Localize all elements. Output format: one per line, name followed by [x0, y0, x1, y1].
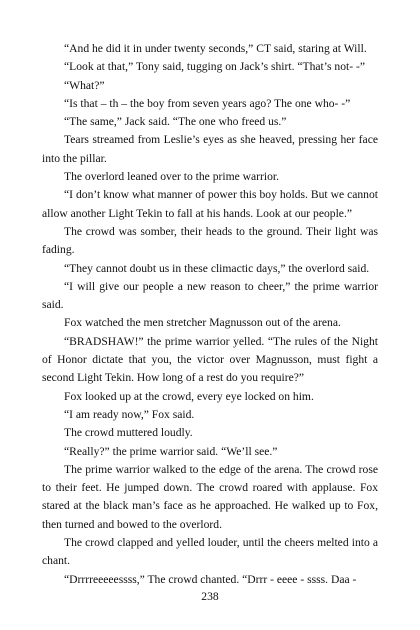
paragraph: The prime warrior walked to the edge of the arena. The crowd rose to their feet. He jumped down. The crowd roared with applause. Fox stared at the black man’s face as he approached. He walked up to Fox, then turned and bowed to the overlord.: [42, 462, 378, 531]
paragraph: The crowd clapped and yelled louder, until the cheers melted into a chant.: [42, 536, 378, 568]
body-text: [42, 40, 378, 589]
paragraph: “I don’t know what manner of power this boy holds. But we cannot allow another Light Tekin to fall at his hands. Look at our people.”: [42, 188, 378, 220]
paragraph: “I am ready now,” Fox said.: [64, 407, 195, 421]
paragraph: “And he did it in under twenty seconds,” CT said, staring at Will.: [64, 42, 367, 55]
paragraph: “They cannot doubt us in these climactic days,” the overlord said.: [64, 261, 370, 275]
paragraph: Tears streamed from Leslie’s eyes as she heaved, pressing her face into the pillar.: [42, 133, 378, 165]
page-number: 238: [201, 590, 219, 603]
paragraph: The crowd muttered loudly.: [64, 426, 193, 440]
paragraph: The crowd was somber, their heads to the ground. Their light was fading.: [42, 224, 378, 257]
paragraph: “Is that – th – the boy from seven years ago? The one who- -”: [64, 96, 351, 110]
paragraph: Fox watched the men stretcher Magnusson out of the arena.: [64, 316, 341, 330]
paragraph: Fox looked up at the crowd, every eye locked on him.: [64, 389, 314, 403]
paragraph: “What?”: [64, 78, 105, 92]
paragraph: “BRADSHAW!” the prime warrior yelled. “The rules of the Night of Honor dictate that you, the victor over Magnusson, must fight a second Light Tekin. How long of a rest do you require?”: [42, 334, 378, 385]
paragraph: “Look at that,” Tony said, tugging on Jack’s shirt. “That’s not- -”: [64, 60, 365, 74]
paragraph: “I will give our people a new reason to cheer,” the prime warrior said.: [42, 279, 378, 312]
paragraph: “Drrrreeeeessss,” The crowd chanted. “Drrr - eeee - ssss. Daa -: [64, 572, 357, 586]
paragraph: The overlord leaned over to the prime warrior.: [64, 170, 280, 184]
paragraph: “Really?” the prime warrior said. “We’ll see.”: [64, 444, 278, 458]
paragraph: “The same,” Jack said. “The one who freed us.”: [64, 115, 287, 129]
